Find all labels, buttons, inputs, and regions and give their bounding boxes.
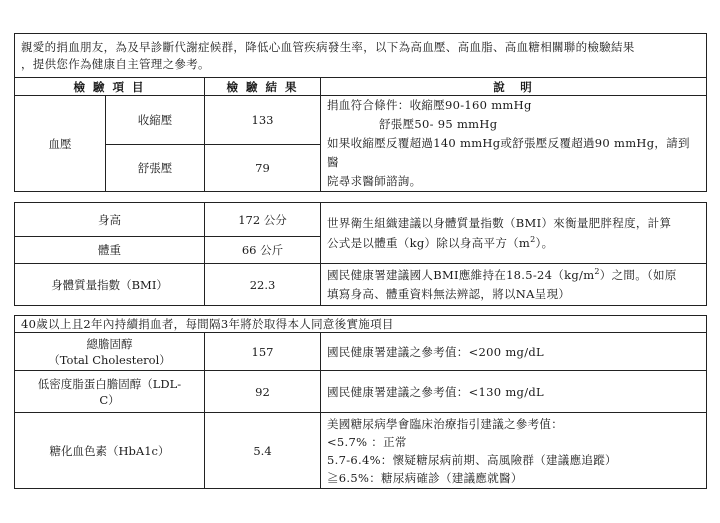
ldl-value: 92 xyxy=(205,371,321,413)
health-report-table xyxy=(14,33,707,489)
spacer-cell-2 xyxy=(15,306,707,316)
bp-note-line-2: 舒張壓50- 95 mmHg xyxy=(379,117,498,131)
bmi-note-1 xyxy=(321,203,707,264)
ldl-label-line-1: 低密度脂蛋白膽固醇（LDL- xyxy=(37,376,182,391)
bmi-note-1-line-1: 世界衛生組織建議以身體質量指數（BMI）來衡量肥胖程度，計算 xyxy=(327,216,672,230)
bmi-note-2-line-2: 填寫身高、體重資料無法辨認，將以NA呈現） xyxy=(327,286,571,301)
systolic-label: 收縮壓 xyxy=(106,96,205,145)
bmi-note-2-sup: 2 xyxy=(594,266,600,276)
weight-value: 66 公斤 xyxy=(205,237,321,264)
cholesterol-value: 157 xyxy=(205,333,321,371)
intro-line-1: 親愛的捐血朋友，為及早診斷代謝症候群，降低心血管疾病發生率，以下為高血壓、高血脂、高血糖相關聯的檢驗結果 xyxy=(21,39,635,54)
systolic-row xyxy=(15,96,707,145)
bp-note xyxy=(321,96,707,192)
header-result: 檢 驗 結 果 xyxy=(205,78,321,96)
bmi-label: 身體質量指數（BMI） xyxy=(15,264,205,306)
height-label: 身高 xyxy=(15,203,205,237)
hba1c-note-line-3: 5.7-6.4%：懷疑糖尿病前期、高風險群（建議應追蹤） xyxy=(327,452,617,467)
spacer-row-2 xyxy=(15,306,707,316)
hba1c-note-line-2: <5.7% ：正常 xyxy=(327,434,407,449)
spacer-cell xyxy=(15,192,707,203)
height-row xyxy=(15,203,707,237)
diastolic-value: 79 xyxy=(205,144,321,191)
bmi-note-1-sup: 2 xyxy=(530,235,536,245)
health-report-sheet xyxy=(14,33,706,489)
diastolic-label: 舒張壓 xyxy=(106,144,205,191)
cholesterol-note: 國民健康署建議之參考值：<200 mg/dL xyxy=(321,333,707,371)
header-note: 說 明 xyxy=(321,78,707,96)
bmi-row xyxy=(15,264,707,306)
cholesterol-label xyxy=(15,333,205,371)
bmi-note-2 xyxy=(321,264,707,306)
height-value: 172 公分 xyxy=(205,203,321,237)
spacer-row xyxy=(15,192,707,203)
lipids-section-title: 40歲以上且2年內持續捐血者，每間隔3年將於取得本人同意後實施項目 xyxy=(15,316,707,333)
bmi-value: 22.3 xyxy=(205,264,321,306)
bmi-note-1-line-2a: 公式是以體重（kg）除以身高平方（m xyxy=(327,236,531,250)
hba1c-row xyxy=(15,413,707,489)
bmi-note-2-line-1a: 國民健康署建議國人BMI應維持在18.5-24（kg/m xyxy=(327,267,595,282)
cholesterol-label-line-2: （Total Cholesterol） xyxy=(48,352,171,367)
ldl-row xyxy=(15,371,707,413)
hba1c-note xyxy=(321,413,707,489)
hba1c-note-line-4: ≧6.5%：糖尿病確診（建議應就醫） xyxy=(327,470,523,485)
ldl-label-line-2: C） xyxy=(99,392,120,407)
weight-label: 體重 xyxy=(15,237,205,264)
hba1c-value: 5.4 xyxy=(205,413,321,489)
hba1c-note-line-1: 美國糖尿病學會臨床治療指引建議之參考值： xyxy=(327,416,563,431)
bp-group-label: 血壓 xyxy=(15,96,106,192)
lipids-section-row xyxy=(15,316,707,333)
bmi-note-1-line-2b: ）。 xyxy=(535,236,554,250)
ldl-label xyxy=(15,371,205,413)
ldl-note: 國民健康署建議之參考值：<130 mg/dL xyxy=(321,371,707,413)
bmi-note-2-line-1b: ）之間。（如原 xyxy=(599,267,677,282)
header-item: 檢 驗 項 目 xyxy=(15,78,205,96)
intro-line-2: ，提供您作為健康自主管理之參考。 xyxy=(21,56,210,71)
intro-row xyxy=(15,34,707,78)
intro-text xyxy=(15,34,707,78)
systolic-value: 133 xyxy=(205,96,321,145)
header-row xyxy=(15,78,707,96)
bp-note-line-4: 院尋求醫師諮詢。 xyxy=(327,174,422,188)
bp-note-line-3: 如果收縮壓反覆超過140 mmHg或舒張壓反覆超過90 mmHg，請到醫 xyxy=(327,136,690,169)
bp-note-line-1: 捐血符合條件：收縮壓90-160 mmHg xyxy=(327,98,532,112)
cholesterol-row xyxy=(15,333,707,371)
hba1c-label: 糖化血色素（HbA1c） xyxy=(15,413,205,489)
cholesterol-label-line-1: 總膽固醇 xyxy=(86,336,133,351)
